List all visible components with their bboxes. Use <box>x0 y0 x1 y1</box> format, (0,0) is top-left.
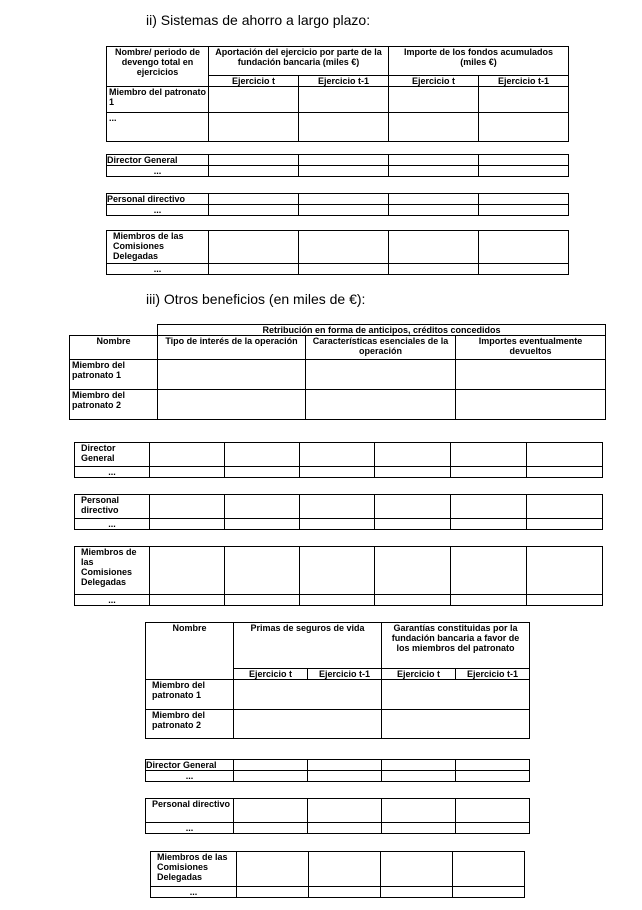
table-row <box>151 887 525 898</box>
row-label-personal: Personal directivo <box>107 194 209 205</box>
savings-subheader-t1: Ejercicio t-1 <box>479 76 569 87</box>
table-row <box>146 760 530 771</box>
savings-subheader-t: Ejercicio t <box>209 76 299 87</box>
row-label-ellipsis: ... <box>107 264 209 275</box>
row-label-ellipsis: ... <box>146 771 234 782</box>
savings-header-nombre: Nombre/ periodo de devengo total en ejercicios <box>107 47 209 87</box>
table-row <box>70 390 606 420</box>
table-row <box>75 495 603 519</box>
table-row <box>75 519 603 530</box>
row-label-ellipsis: ... <box>151 887 237 898</box>
row-label-patronato-1: Miembro del patronato 1 <box>70 360 158 390</box>
benefits-personal-table <box>74 494 603 530</box>
table-row <box>146 771 530 782</box>
row-label-patronato-1: Miembro del patronato 1 <box>146 680 234 710</box>
table-row <box>151 852 525 887</box>
table-row <box>107 166 569 177</box>
table-row <box>75 595 603 606</box>
savings-director-table <box>106 154 569 177</box>
table-row <box>75 547 603 595</box>
row-label-ellipsis: ... <box>75 595 150 606</box>
table-row <box>75 443 603 467</box>
insurance-header-nombre: Nombre <box>146 623 234 680</box>
row-label-personal: Personal directivo <box>146 799 234 823</box>
insurance-header-garantias: Garantías constituidas por la fundación bancaria a favor de los miembros del patronato <box>382 623 530 669</box>
benefits-header-nombre: Nombre <box>70 336 158 360</box>
row-label-ellipsis: ... <box>107 205 209 216</box>
row-label-ellipsis: ... <box>75 467 150 478</box>
row-label-comisiones: Miembros de las Comisiones Delegadas <box>75 547 150 595</box>
row-label-ellipsis: ... <box>107 113 209 142</box>
section-iii-heading: iii) Otros beneficios (en miles de €): <box>146 291 366 307</box>
table-row <box>146 823 530 834</box>
row-label-director: Director General <box>107 155 209 166</box>
row-label-director: Director General <box>146 760 234 771</box>
table-row <box>107 231 569 264</box>
insurance-subheader-t: Ejercicio t <box>234 669 308 680</box>
savings-header-aportacion: Aportación del ejercicio por parte de la fundación bancaria (miles €) <box>209 47 389 76</box>
benefits-header-importes: Importes eventualmente devueltos <box>456 336 606 360</box>
table-row <box>107 87 569 113</box>
benefits-header-tipo: Tipo de interés de la operación <box>158 336 306 360</box>
table-row <box>107 155 569 166</box>
savings-comisiones-table <box>106 230 569 275</box>
insurance-subheader-t: Ejercicio t <box>382 669 456 680</box>
table-row <box>107 194 569 205</box>
benefits-header-caracteristicas: Características esenciales de la operación <box>306 336 456 360</box>
savings-subheader-t1: Ejercicio t-1 <box>299 76 389 87</box>
table-row <box>146 680 530 710</box>
row-label-comisiones: Miembros de las Comisiones Delegadas <box>151 852 237 887</box>
insurance-director-table <box>145 759 530 782</box>
benefits-group-header: Retribución en forma de anticipos, créditos concedidos <box>158 325 606 336</box>
row-label-patronato-2: Miembro del patronato 2 <box>146 710 234 739</box>
insurance-header-primas: Primas de seguros de vida <box>234 623 382 669</box>
table-row <box>107 264 569 275</box>
row-label-ellipsis: ... <box>107 166 209 177</box>
savings-subheader-t: Ejercicio t <box>389 76 479 87</box>
insurance-main-table <box>145 622 530 739</box>
insurance-subheader-t1: Ejercicio t-1 <box>308 669 382 680</box>
insurance-personal-table <box>145 798 530 834</box>
row-label-director: Director General <box>75 443 150 467</box>
benefits-director-table <box>74 442 603 478</box>
table-row <box>70 360 606 390</box>
row-label-patronato-1: Miembro del patronato 1 <box>107 87 209 113</box>
savings-main-table <box>106 46 569 142</box>
insurance-comisiones-table <box>150 851 525 898</box>
benefits-main-table <box>69 324 606 420</box>
row-label-patronato-2: Miembro del patronato 2 <box>70 390 158 420</box>
savings-personal-table <box>106 193 569 216</box>
table-row <box>146 710 530 739</box>
row-label-ellipsis: ... <box>146 823 234 834</box>
savings-header-importe: Importe de los fondos acumulados (miles €) <box>389 47 569 76</box>
table-row <box>107 205 569 216</box>
table-row <box>146 799 530 823</box>
insurance-subheader-t1: Ejercicio t-1 <box>456 669 530 680</box>
section-ii-heading: ii) Sistemas de ahorro a largo plazo: <box>146 12 371 28</box>
benefits-comisiones-table <box>74 546 603 606</box>
row-label-ellipsis: ... <box>75 519 150 530</box>
row-label-personal: Personal directivo <box>75 495 150 519</box>
table-row <box>107 113 569 142</box>
table-row <box>75 467 603 478</box>
row-label-comisiones: Miembros de las Comisiones Delegadas <box>107 231 209 264</box>
